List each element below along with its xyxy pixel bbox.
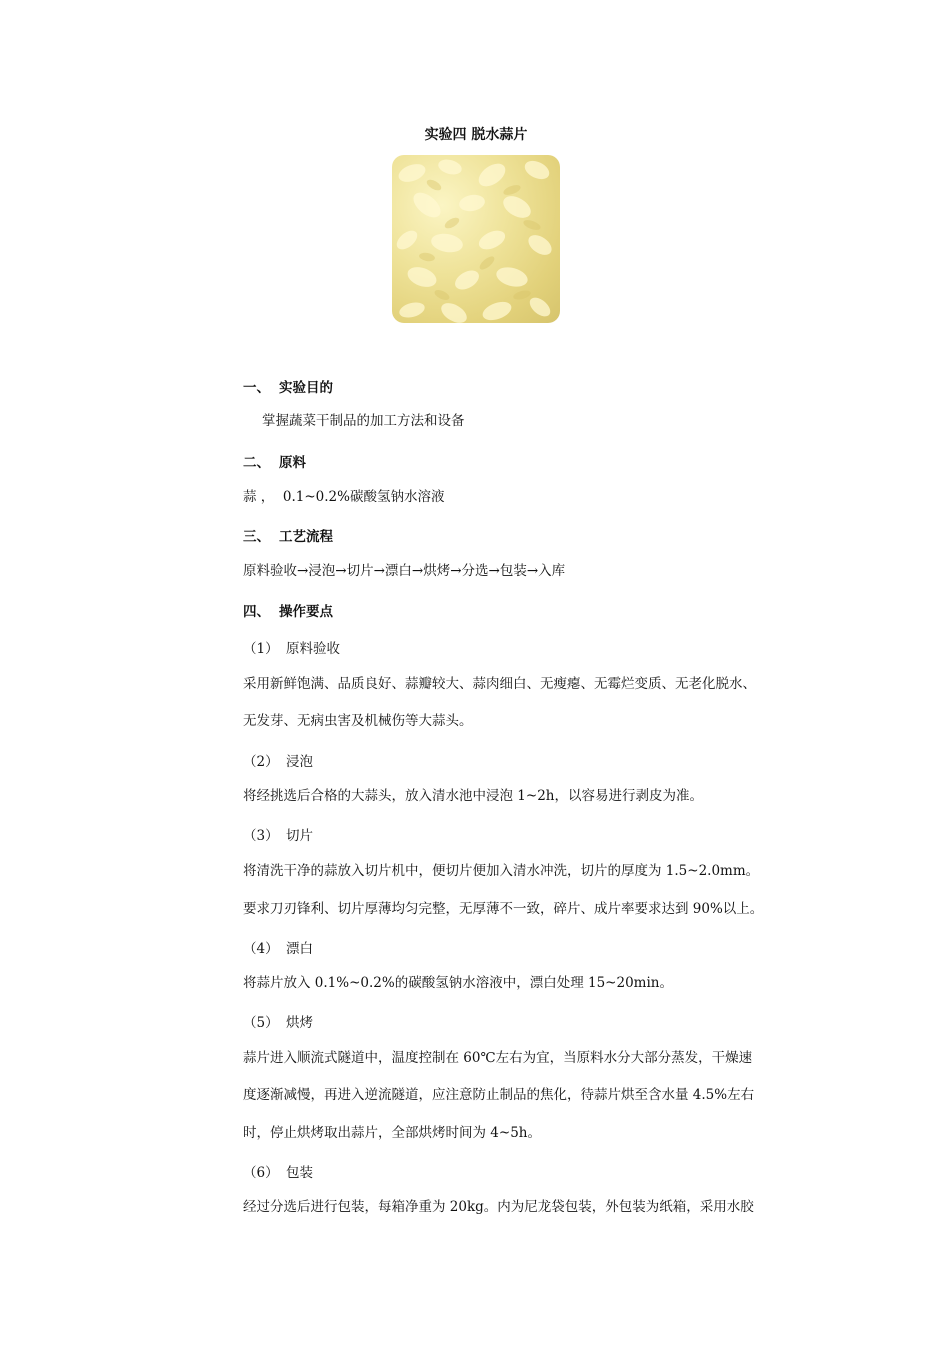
step-label: 切片 xyxy=(286,828,313,844)
step-heading xyxy=(243,1161,313,1181)
step-label: 漂白 xyxy=(286,941,313,957)
section-heading-process xyxy=(243,525,333,545)
step-label: 烘烤 xyxy=(286,1015,313,1031)
step-heading xyxy=(243,750,313,770)
step-number: （3） xyxy=(243,828,279,844)
section-label: 操作要点 xyxy=(279,604,333,620)
section-heading-materials xyxy=(243,451,306,471)
step-text-line: 要求刀刃锋利、切片厚薄均匀完整，无厚薄不一致，碎片、成片率要求达到 90%以上。 xyxy=(243,901,764,917)
section-number: 二、 xyxy=(243,455,270,471)
step-text-line: 将蒜片放入 0.1%~0.2%的碳酸氢钠水溶液中，漂白处理 15~20min。 xyxy=(243,975,673,991)
document-title: 实验四 脱水蒜片 xyxy=(424,127,528,143)
step-label: 原料验收 xyxy=(286,641,340,657)
section-label: 工艺流程 xyxy=(279,529,333,545)
step-text-line: 经过分选后进行包装，每箱净重为 20kg。内为尼龙袋包装，外包装为纸箱，采用水胶 xyxy=(243,1199,754,1215)
step-heading xyxy=(243,824,313,844)
step-text-line: 时，停止烘烤取出蒜片，全部烘烤时间为 4~5h。 xyxy=(243,1125,541,1141)
section-number: 四、 xyxy=(243,604,270,620)
section-heading-purpose xyxy=(243,376,333,396)
materials-text: 蒜 ， 0.1~0.2%碳酸氢钠水溶液 xyxy=(243,489,445,505)
section-number: 三、 xyxy=(243,529,270,545)
step-text-line: 度逐渐减慢，再进入逆流隧道，应注意防止制品的焦化，待蒜片烘至含水量 4.5%左右 xyxy=(243,1087,755,1103)
section-label: 原料 xyxy=(279,455,306,471)
section-number: 一、 xyxy=(243,380,270,396)
section-heading-key-points xyxy=(243,600,333,620)
step-number: （2） xyxy=(243,754,279,770)
step-heading xyxy=(243,1011,313,1031)
section-label: 实验目的 xyxy=(279,380,333,396)
step-text-line: 将清洗干净的蒜放入切片机中，便切片便加入清水冲洗，切片的厚度为 1.5~2.0mm。 xyxy=(243,863,760,879)
step-number: （6） xyxy=(243,1165,279,1181)
step-text-line: 蒜片进入顺流式隧道中，温度控制在 60℃左右为宜，当原料水分大部分蒸发，干燥速 xyxy=(243,1050,753,1066)
step-number: （1） xyxy=(243,641,279,657)
garlic-flakes-photo xyxy=(392,155,560,323)
step-number: （4） xyxy=(243,941,279,957)
step-label: 浸泡 xyxy=(286,754,313,770)
step-text-line: 无发芽、无病虫害及机械伤等大蒜头。 xyxy=(243,713,473,729)
step-label: 包装 xyxy=(286,1165,313,1181)
process-flow-text: 原料验收→浸泡→切片→漂白→烘烤→分选→包装→入库 xyxy=(243,563,566,579)
purpose-text: 掌握蔬菜干制品的加工方法和设备 xyxy=(262,413,465,429)
step-heading xyxy=(243,937,313,957)
step-heading xyxy=(243,637,340,657)
step-text-line: 将经挑选后合格的大蒜头，放入清水池中浸泡 1~2h，以容易进行剥皮为准。 xyxy=(243,788,703,804)
step-text-line: 采用新鲜饱满、品质良好、蒜瓣较大、蒜肉细白、无瘦瘪、无霉烂变质、无老化脱水、 xyxy=(243,676,756,692)
step-number: （5） xyxy=(243,1015,279,1031)
